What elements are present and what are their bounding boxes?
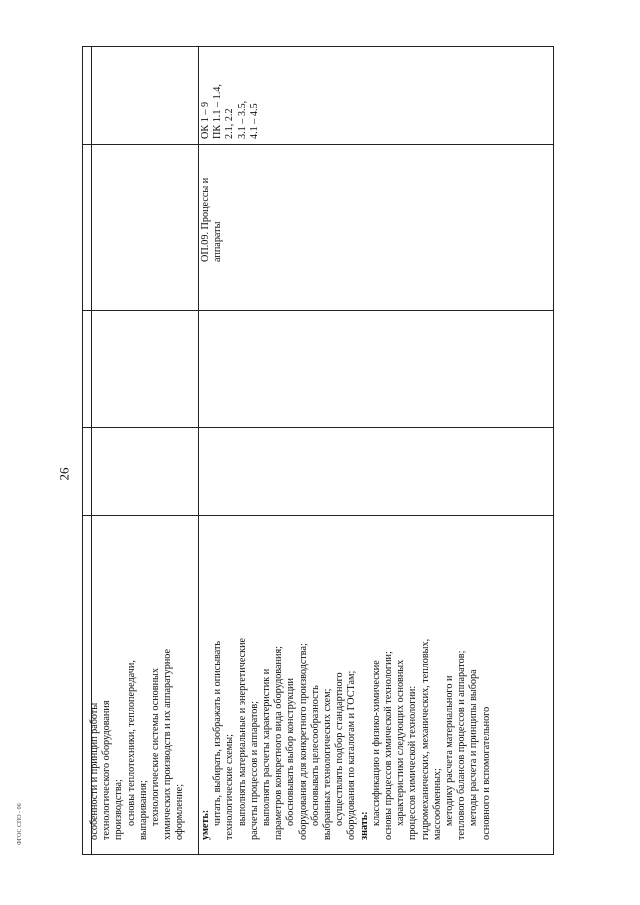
row2-line: процессов химической технологии: [407,685,419,840]
competence-line: 3.1 – 3.5, [236,100,248,139]
row2-line: осуществлять подбор стандартного [334,672,346,826]
column-divider-4 [83,515,553,516]
row2-line: выбранных технологических схем; [322,688,334,840]
row2-line: характеристики следующих основных [395,659,407,826]
row1-line: технологические системы основных [150,668,162,826]
row2-line: массообменных; [431,768,443,840]
row2-line: классификацию и физико-химические [370,660,382,826]
discipline-line: ОП.09. Процессы и [200,177,211,262]
row2-line: основного и вспомогательного [480,706,492,840]
footer-code: ФГОС СПО - 06 [17,803,23,845]
row1-line: особенности и принцип работы [89,702,100,840]
row2-line: выполнять расчеты характеристик и [261,668,273,826]
knowledge-heading: знать: [358,811,370,840]
competence-line: ПК 1.1 – 1.4, [212,84,224,139]
row2-content-cell [200,638,493,840]
row1-line: выпаривания; [137,780,149,840]
row2-line: выполнять материальные и энергетические [236,637,248,826]
row2-line: методы расчета и принципы выбора [468,669,480,826]
row2-line: гидромеханических, механических, тепловых, [419,638,431,840]
row1-line: химических производств и их аппаратурное [162,648,174,840]
page-number: 26 [56,467,72,481]
row1-line: оформление; [174,783,186,840]
competence-line: ОК 1 – 9 [200,101,211,139]
row2-line: читать, выбирать, изображать и описывать [212,640,224,826]
discipline-line: аппараты [212,221,224,262]
row-divider-1 [198,47,199,854]
competence-line: 2.1, 2.2 [224,108,236,139]
row2-line: основы процессов химической технологии; [383,651,395,840]
discipline-cell [200,178,224,262]
row1-line: производства; [113,779,125,840]
competence-line: 4.1 – 4.5 [248,103,260,139]
row1-content-cell [89,649,187,840]
competence-table [82,46,554,855]
row2-line: обосновывать выбор конструкции [285,678,297,826]
row2-line: обосновывать целесообразность [309,685,321,826]
column-divider-1 [83,144,553,145]
column-divider-2 [83,310,553,311]
row2-line: технологические схемы; [224,734,236,840]
row2-line: теплового балансов процессов и аппаратов; [456,650,468,840]
column-divider-3 [83,427,553,428]
row1-line: основы теплотехники, теплопередачи, [125,660,137,826]
row2-line: методику расчета материального и [444,675,456,826]
row2-line: расчеты процессов и аппаратов; [248,701,260,840]
skills-heading: уметь: [200,809,211,840]
competences-cell [200,84,261,139]
row2-line: оборудования по каталогам и ГОСТам; [346,670,358,840]
row2-line: оборудования для конкретного производства; [297,643,309,840]
row2-line: параметров конкретного вида оборудования; [273,646,285,840]
row1-line: технологического оборудования [101,700,113,840]
